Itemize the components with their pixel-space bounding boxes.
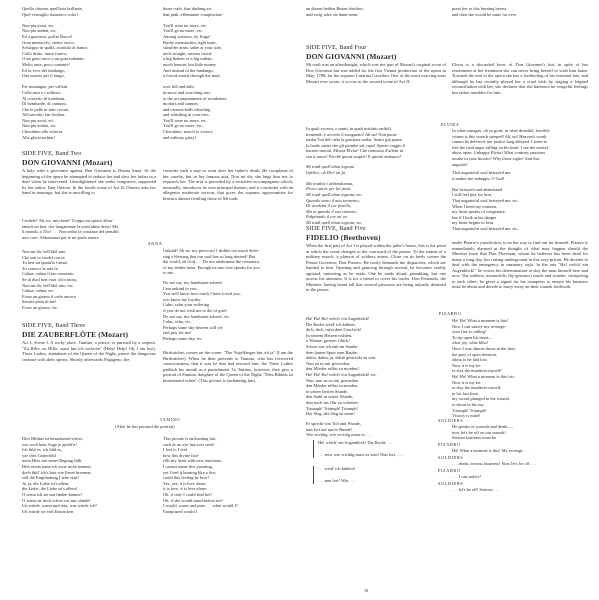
col4-recitative-english bbox=[452, 128, 588, 167]
ensemble-brace bbox=[313, 440, 314, 458]
verse-line: Nun ist es mir geworden, bbox=[306, 360, 351, 366]
verse-line: Er spricht von Tod und Wunde, bbox=[306, 421, 361, 426]
verse-line: Crudele? Ah, no, mio bene! Troppo mi spiace allon- bbox=[22, 218, 114, 223]
verse-line: Mi tradì quell'alma ingrata, etc. bbox=[306, 191, 363, 197]
verse-line: den Stahl in seiner Wunde, bbox=[306, 394, 354, 400]
verse-line: over hill and dale, bbox=[163, 84, 195, 90]
verse-line: ihm noch ins Ohr zu schreien: bbox=[306, 399, 359, 405]
verse-line: Yes, yes, it is love alone, bbox=[163, 480, 207, 486]
verse-line: o Wonne, grosses Glück! bbox=[306, 338, 350, 344]
verse-line: could this feeling be love? bbox=[163, 475, 210, 481]
verse-line: it makes me unhappy, O God! bbox=[452, 175, 505, 181]
verse-line: Non piu andrai, etc. bbox=[22, 123, 57, 129]
verse-line: Quando sento il mio tormento, bbox=[306, 197, 360, 203]
page-number: 10 bbox=[364, 588, 369, 593]
verse-line: a big helmet or a big turban, bbox=[163, 56, 213, 62]
verse-line: and military glory! bbox=[163, 134, 197, 140]
verse-line: He speaks of wounds and death — bbox=[452, 424, 513, 429]
verse-line: Di vendetta il cor favella, bbox=[306, 203, 351, 209]
verse-line: awake in your bosom? Why those sighs? And this bbox=[452, 155, 540, 161]
verse-line: You'll go no more, etc. bbox=[163, 28, 203, 34]
verse-line: Now I can satisfy my revenge; bbox=[452, 323, 506, 329]
band-heading-side-five-four: SIDE FIVE, Band Four bbox=[306, 44, 367, 51]
verse-line: you know my loyalty. bbox=[163, 296, 202, 302]
verse-line: baratro mortal. Misera Elvira! Che contrasto d'affetti in bbox=[306, 148, 404, 154]
verse-line: and whistling in your ears. bbox=[163, 112, 210, 118]
verse-line: You'll wear no more, etc. bbox=[163, 117, 207, 123]
band2-synopsis: A lady with a grievance against Don Giovanni is Donna Anna. At the beginning of the opera he attempted to seduce her and slew her father in a duel when he intervened. Unenlightened she seeks vengeance, supported by her suitor, Don Ottavio. In the fourth scene of Act II, Ottavio asks her hand in marriage, but she is unwilling to bbox=[22, 168, 156, 195]
col4-line-e: Ha! What a moment is this! My revenge . . . bbox=[452, 448, 530, 453]
verse-line: You'll wear no more, etc. bbox=[163, 22, 207, 28]
col3-pizarro-german bbox=[306, 316, 446, 417]
verse-line: il mondo, o Dio! . . . Non sedur la costanza del sensibil bbox=[22, 229, 119, 235]
verse-line: When I heed my torment, bbox=[452, 203, 497, 209]
verse-line: Enraptured would I bbox=[163, 508, 198, 514]
verse-line: tanarti un ben, che lungamente la nostr'alma desia! Ma bbox=[22, 223, 119, 229]
ensemble-line-2: . . . sein, wie wichtig muss es sein! Nun fort, . . . bbox=[318, 452, 403, 457]
col4-aria-english bbox=[452, 170, 588, 232]
verse-line: Alla gloria militar! bbox=[22, 134, 56, 140]
verse-line: Che son io crudel con te, bbox=[22, 254, 66, 260]
verse-line: wie dies Götterbild bbox=[22, 452, 56, 458]
verse-line: den Mörder selbst zu morden! bbox=[306, 366, 359, 372]
verse-line: Schon war ich nah im Staube, bbox=[306, 343, 359, 349]
verse-line: my heart speaks of vengeance, bbox=[452, 209, 506, 215]
col2-aria-english bbox=[163, 280, 293, 342]
verse-line: Serious business must be bbox=[452, 435, 497, 441]
verse-line: Ja, ja, die Liebe ist's allein. bbox=[22, 480, 70, 486]
verse-line: Sentira pieta di me! bbox=[22, 299, 57, 305]
verse-line: Infelice, oh Dio! mi fa. bbox=[306, 169, 346, 175]
verse-line: I am unkind to you. bbox=[163, 285, 198, 291]
verse-line: but if I look at his danger bbox=[452, 214, 497, 220]
fidelio-synopsis-continued: under Pizarro's jurisdiction, is on the way to find out for himself. Pizarro is immediately alarmed at the thought of what may happen should the Minister learn that Don Florestan, whom he believes has been dead for many a long day, lies rotting underground in this very prison. He decides to deal with the emergency in summary style. In the aria "Ha! welch' ein Augenblick!" he voices his determination to slay the man himself here and now. The soldiers, meanwhile, (by gestures) watch and wonder, whispering to each other; he gives a signal for his trumpeter to ensure his business must be about and decide to hurry away on their rounds forthwith. bbox=[452, 240, 588, 289]
band-heading-side-five-two: SIDE FIVE, Band Two bbox=[22, 150, 82, 157]
verse-line: Calma, calma il tuo tormento, bbox=[22, 271, 75, 277]
verse-line: Bushy moustaches, tight tunic, bbox=[163, 39, 218, 45]
verse-line: abyss open. Unhappy Elvira! What contrary passions bbox=[452, 150, 546, 156]
verse-line: to me. bbox=[163, 270, 174, 276]
verse-line: yet I feel it burning like a fire; bbox=[163, 469, 217, 475]
work-title-zauberfloete: DIE ZAUBERFLÖTE (Mozart) bbox=[22, 330, 129, 339]
verse-line: Victory is mine! bbox=[452, 413, 481, 419]
verse-line: In quali eccessi, o numi, in quali misfatti orribili, bbox=[306, 126, 392, 131]
verse-line: my sword plunged in the wound, bbox=[452, 396, 510, 402]
stage-direction-portrait: (After he has perused the portrait) bbox=[115, 424, 175, 429]
speaker-anna: ANNA bbox=[147, 241, 163, 246]
verse-line: feel pity for me! bbox=[163, 330, 192, 336]
verse-line: ring a blessing that our soul has so long desired! But bbox=[163, 253, 256, 259]
verse-line: of my tender heart. Enough its true love speaks for you bbox=[163, 264, 260, 270]
verse-line: Cherubino alla vittoria, bbox=[22, 129, 63, 135]
verse-line: Do not say, my handsome adored, bbox=[163, 280, 223, 285]
verse-line: anguish? bbox=[452, 161, 468, 167]
col4-line-f: . . . about, serious business! Now let's be off . . . bbox=[452, 461, 537, 466]
speaker-soldiers: SOLDIERS bbox=[438, 418, 464, 423]
verse-line: the prey of open derision, bbox=[452, 351, 497, 357]
verse-line: to shout in his ear: bbox=[452, 401, 485, 407]
verse-line: You'll go no more, etc. bbox=[163, 123, 203, 129]
verse-line: mortars and cannon, bbox=[163, 101, 199, 107]
verse-line: Ha! Ha! Ha! welch' ein Augenblick! bbox=[306, 316, 370, 321]
verse-line: Perhaps some day, etc. bbox=[163, 335, 203, 341]
verse-line: Nun, nun ist es mir geworden bbox=[306, 377, 358, 383]
verse-line: crimes is this wretch steeped! Ah, no! Heaven's wrath bbox=[452, 133, 547, 139]
band4-synopsis: Mi tradì was an afterthought, which was not part of Mozart's original score of Don Giovanni but was added for the first Vienna production of the opera in May, 1788, for the soprano Catarina Cavalieri. One of the most exacting arias Mozart ever wrote, it occurs in the second scene of Act II. bbox=[306, 62, 446, 84]
col1-aria-italian bbox=[22, 249, 156, 311]
verse-line: I still feel pity for him. bbox=[452, 192, 492, 198]
col3-top-german-verse bbox=[306, 6, 446, 17]
verse-line: All'orecchio fan fischiar. bbox=[22, 112, 66, 118]
verse-line: and then she would be mine for ever. bbox=[452, 11, 517, 17]
verse-line: about to be laid low. bbox=[452, 357, 488, 363]
band3-synopsis: Act I, Scene I. A rocky place. Tamino, a prince, is pursued by a serpent. "Zu Hilfe, zu Hilfe, sonst bin ich verloren" (Help! Help! Oh, I am lost). Three Ladies, attendants of the Queen of the Night, pierce the dangerous creature with their spears. Shortly afterwards Papageno, the bbox=[22, 340, 156, 362]
verse-line: Among warriors, by Jingo! bbox=[163, 33, 211, 39]
col2-top-english-verse bbox=[163, 6, 293, 140]
verse-line: tremendi, è avvolto il sciagurato! Ah no! Non puote bbox=[306, 131, 397, 137]
verse-line: Ma se guardo il suo cimento, bbox=[306, 208, 358, 214]
verse-line: dich, dich, rufet dein Geschick! bbox=[306, 327, 362, 333]
band3-synopsis-continued: Birdcatcher, comes on the scene: "Der Vogelfänger bin ich ja" (I am the Birdcatcher). When he then pretends to Tamino, who has recovered consciousness, that it was he that had rescued him, the Three Ladies padlock his mouth as a punishment. To Tamino, however, they give a portrait of Pamina, daughter of the Queen of the Night: "Dies Bildnis ist bezaubernd schön" (This picture is enchanting fair). bbox=[163, 350, 293, 383]
verse-line: Molto onor, poco contante! bbox=[22, 61, 70, 67]
verse-line: a forced march through the mud, bbox=[163, 73, 221, 79]
verse-line: Di bombarde, di cannoni, bbox=[22, 101, 67, 107]
verse-line: Provo ancor per lui pietà. bbox=[306, 186, 352, 192]
verse-line: Tu conosci la mia fe. bbox=[22, 265, 59, 271]
verse-line: Forse un giorno, etc. bbox=[22, 304, 59, 310]
verse-line: Che le palle in tutti i tuoni, bbox=[22, 106, 70, 112]
verse-line: Schioppo in spalla, sciabola al fianco, bbox=[22, 45, 89, 51]
verse-line: Triumph! Triumph! bbox=[452, 407, 487, 413]
verse-line: press her to this burning breast, bbox=[452, 6, 508, 11]
band5-synopsis: When the first part of Act I is played within the jailer's house, this is the point at which the scene changes to the courtyard of the prison. To the strains of a military march, a platoon of soldiers enters. Close on its heels comes the Prison Governor, Don Pizarro. He curtly demands the dispatches, which are handed to him. Opening and glancing through several, he becomes visibly agitated, muttering as he reads. One he reads aloud, grumbling, but one arrests his attention. It is for a friend to cover his tracks. Don Fernando, the Minister, having heard tell that several prisoners are being unjustly detained in the prison bbox=[306, 243, 446, 292]
verse-line: Ma tradita e abbandonata, bbox=[306, 180, 354, 186]
verse-line: dem lauten Spott zum Raube, bbox=[306, 349, 358, 355]
verse-line: Tu ben sai quant'io t'amai, bbox=[22, 260, 68, 266]
verse-line: Unkind? Ah no, my precious! I dislike too much defer- bbox=[163, 248, 260, 253]
verse-line: Non piu avrai, etc. bbox=[22, 22, 55, 28]
verse-line: Non mi dir, bell'idol mio, bbox=[22, 249, 67, 254]
col2-tamino-english bbox=[163, 436, 293, 514]
work-title-don-giovanni-2: DON GIOVANNI (Mozart) bbox=[306, 52, 397, 61]
verse-line: sen ti nasce! Perchè questi sospiri? E queste ambasce? bbox=[306, 153, 402, 159]
verse-line: neck straight, serious faced, bbox=[163, 50, 212, 56]
verse-line: Now it is my lot bbox=[452, 379, 481, 385]
verse-line: mein Herz mit neuer Regung füllt. bbox=[22, 458, 83, 464]
col4-pizarro-english bbox=[452, 318, 588, 419]
ensemble-line-1: Ha! welch' ein Augenblick! Die Rache . . . bbox=[318, 440, 393, 445]
verse-line: Ich würde, warm und rein, was würde ich? bbox=[22, 503, 97, 509]
verse-line: in his last hour, bbox=[452, 390, 479, 396]
verse-line: la fatale saetta che gli piombe sul capo! Aperto veggio il bbox=[306, 142, 405, 148]
verse-line: Al concerto di tromboni, bbox=[22, 95, 66, 101]
verse-line: tardar l'ira del cielo la giustizia tardar. Sentir già parmi bbox=[306, 137, 402, 143]
verse-line: Ha! Ha! Ha! welch' ein Augenblick! etc. bbox=[306, 371, 377, 377]
verse-line: und ewig wäre sie dann mein. bbox=[306, 11, 359, 17]
verse-line: Ha! Ha! What a moment is this! bbox=[452, 318, 509, 323]
speaker-soldiers-2: SOLDIERS bbox=[438, 455, 464, 460]
verse-line: Se di duol non vuoi ch'io mora, bbox=[22, 276, 78, 282]
verse-line: the world, oh God . . . Do not undermine the constancy bbox=[163, 259, 260, 265]
verse-line: O wenn sie doch schon vor mir stände! bbox=[22, 497, 91, 503]
col3-recitative-italian bbox=[306, 126, 446, 160]
verse-line: In what outrages, oh ye gods, in what dreadful, horrible bbox=[452, 128, 550, 133]
verse-line: Calma, calma, etc. bbox=[22, 288, 55, 294]
band-heading-side-five-five: SIDE FIVE, Band Five bbox=[306, 225, 366, 232]
verse-line: what joy, what bliss! bbox=[452, 340, 489, 346]
col3-aria-italian bbox=[306, 164, 446, 226]
verse-line: Mi tradì quell'alma ingrata bbox=[306, 164, 355, 169]
verse-line: Calm, calm your suffering bbox=[163, 302, 210, 308]
verse-line: much honour, but little money. bbox=[163, 61, 217, 67]
verse-line: how this divine face bbox=[163, 452, 199, 458]
verse-line: Non mi dir, bell'idol mio, etc. bbox=[22, 282, 74, 288]
verse-line: Dies etwas kann ich zwar nicht nennen, bbox=[22, 463, 92, 469]
verse-line: Do not say, my handsome adored, etc. bbox=[163, 313, 230, 319]
verse-line: fills my heart with new emotions. bbox=[163, 458, 223, 464]
verse-line: feel the fatal anger falling on his head. I see the mortal bbox=[452, 144, 548, 150]
verse-line: O un gran casco o un gran turbante, bbox=[22, 56, 85, 62]
verse-line: Mi tradì quell'alma ingrata, etc. bbox=[306, 219, 363, 225]
verse-line: Quella chioma, quell'aria brillante, bbox=[22, 6, 83, 11]
verse-line: now let's be off on our rounds! bbox=[452, 429, 506, 435]
verse-line: an diesen heißen Busen drücken, bbox=[306, 6, 364, 11]
verse-line: cannot be deferred, nor justice long delayed. I seem to bbox=[452, 139, 548, 145]
col1-recitative-italian bbox=[22, 218, 156, 240]
verse-line: Triumph! Triumph! Triumph! bbox=[306, 405, 359, 411]
col4-soldiers-english bbox=[452, 424, 588, 441]
verse-line: Now it is my lot bbox=[452, 362, 481, 368]
verse-line: Collo dritto, muso franco, bbox=[22, 50, 68, 56]
verse-line: Wie wichtig, wie wichtig muss es . . . bbox=[306, 432, 372, 438]
verse-line: soll die Empfindung Liebe sein? bbox=[22, 475, 80, 481]
col2-recitative-english bbox=[163, 248, 293, 276]
verse-line: that pink, effeminate complexion! bbox=[163, 11, 223, 17]
verse-line: To rip open his heart— bbox=[452, 334, 493, 340]
verse-line: shoulder arms, sabre at your side, bbox=[163, 45, 222, 51]
verse-line: And instead of the fandango, bbox=[163, 67, 214, 73]
verse-line: nun fort auf uns're Runde! bbox=[306, 426, 353, 432]
verse-line: to slay the murderer myself, bbox=[452, 385, 502, 391]
verse-line: den Mörder selbst zu morden, bbox=[306, 383, 359, 389]
col3-soldiers-german bbox=[306, 421, 446, 438]
verse-line: Ich würde sie voll Entzücken bbox=[22, 508, 74, 514]
verse-line: Ed a guerrieri, poffar Bacco! bbox=[22, 33, 73, 39]
col4-top-english-verse bbox=[452, 6, 588, 17]
verse-line: to slay the murderer myself! bbox=[452, 368, 502, 374]
verse-line: In seinem Herzen wühlen, bbox=[306, 332, 353, 338]
verse-line: Perhaps some day heaven will yet bbox=[163, 324, 223, 330]
elvira-synopsis: Elvira is a discarded lover of Don Giovanni's but, in spite of her resentment at her treatment she can never bring herself to wish him harm. Towards the end of the opera she has a foreboding of his eventual fate, and although he has recently played her a cruel trick by staging a feigned reconciliation with her, she declares that she harbours no vengeful feelings but rather trembles for him. bbox=[452, 62, 588, 95]
ensemble-line-3: . . . werd' ich kühlen! bbox=[318, 466, 356, 471]
verse-line: Der Sieg, der Sieg ist mein! bbox=[306, 411, 355, 417]
col4-line-h: . . . let's be off! Serious . . . bbox=[452, 487, 500, 492]
verse-line: to the accompaniment of trombones, bbox=[163, 95, 228, 101]
verse-line: Calm, calm, etc. bbox=[163, 319, 192, 325]
verse-line: I would, warm and pure . . . what would I? bbox=[163, 503, 238, 509]
verse-line: wie noch kein Auge je geseh'n! bbox=[22, 441, 77, 447]
band2-synopsis-continued: consider such a step so soon after her father's death. He complains of her cruelty, but in her famous aria, Non mi dir, she begs him not to reproach her. The aria is preceded by a recitative accompagnato which, unusually, introduces its own principal themes, and it concludes with an allegretto moderato section, that gives the soprano opportunities for bravura almost rivalling those of Mi tradi. bbox=[163, 168, 293, 201]
verse-line: Forse un giorno il cielo ancora bbox=[22, 293, 76, 299]
verse-line: mio core. Abbastanza per te mi parla amore. bbox=[22, 234, 100, 240]
verse-line: This picture is enchanting fair, bbox=[163, 436, 217, 441]
verse-line: Ich fühl es, ich fühl es, bbox=[22, 447, 63, 453]
verse-line: Dies Bildnis ist bezaubernd schön, bbox=[22, 436, 83, 441]
verse-line: Die Rache werd' ich kühlen, bbox=[306, 321, 356, 327]
verse-line: such as no eye has ever seen! bbox=[163, 441, 215, 447]
col4-line-g: . . . I can satisfy! bbox=[452, 474, 482, 479]
verse-line: Non piu avrai, etc. bbox=[22, 117, 55, 123]
verse-line: Once I was almost down in the dust, bbox=[452, 345, 516, 351]
verse-line: die Liebe, die Liebe ist's allein! bbox=[22, 486, 78, 492]
verse-line: O wenn ich sie nur finden könnte! bbox=[22, 491, 82, 497]
verse-line: Palpitando il cor mi va. bbox=[306, 214, 348, 220]
verse-line: That ungrateful soul betrayed me, etc. bbox=[452, 197, 519, 203]
verse-line: Una marcia per il fango, bbox=[22, 73, 65, 79]
col1-tamino-german bbox=[22, 436, 156, 514]
band-heading-side-five-three: SIDE FIVE, Band Three bbox=[22, 322, 86, 329]
verse-line: dahin, dahin, ja, dahin gestreckt zu sein. bbox=[306, 355, 377, 361]
ensemble-brace-2 bbox=[313, 466, 314, 484]
speaker-pizarro-2: PIZARRO bbox=[438, 442, 461, 447]
speaker-tamino: TAMINO bbox=[159, 417, 181, 422]
verse-line: Colle nevi e i sollioni, bbox=[22, 89, 61, 95]
verse-line: and cannon-balls whistling bbox=[163, 106, 211, 112]
verse-line: You well know how much I have loved you, bbox=[163, 291, 241, 297]
verse-line: your fate is calling! bbox=[452, 329, 487, 335]
verse-line: those curls, that dashing air, bbox=[163, 6, 213, 11]
work-title-fidelio: FIDELIO (Beethoven) bbox=[306, 233, 381, 242]
verse-line: I feel it, I feel bbox=[163, 447, 188, 453]
verse-line: it is love, it is love alone. bbox=[163, 486, 208, 492]
verse-line: in seiner letzten Stunde, bbox=[306, 388, 349, 394]
col1-top-italian-verse bbox=[22, 6, 152, 140]
speaker-soldiers-3: SOLDIERS bbox=[438, 481, 464, 486]
verse-line: Gran mustacchi, stretto sacco, bbox=[22, 39, 75, 45]
verse-line: my heart begins to beat. bbox=[452, 220, 495, 226]
verse-line: in snow and scorching sun, bbox=[163, 89, 211, 95]
speaker-pizarro-3: PIZARRO bbox=[438, 468, 461, 473]
verse-line: But betrayed and abandoned bbox=[452, 186, 503, 192]
ensemble-line-4: . . . nun fort! Wie . . . bbox=[318, 478, 355, 483]
verse-line: Quel vermiglio donnesco color! bbox=[22, 11, 78, 17]
verse-line: That ungrateful soul betrayed me, bbox=[452, 170, 512, 175]
work-title-don-giovanni: DON GIOVANNI (Mozart) bbox=[22, 158, 113, 167]
verse-line: I cannot name this yearning, bbox=[163, 463, 213, 469]
verse-line: Non piu andrai, etc. bbox=[22, 28, 57, 34]
verse-line: Oh, if she would stand before me! bbox=[163, 497, 223, 503]
speaker-elvira: ELVIRA bbox=[440, 122, 460, 127]
verse-line: doch fühl' ich's hier wie Feuer brennen; bbox=[22, 469, 92, 475]
verse-line: That ungrateful soul betrayed me, etc. bbox=[452, 225, 519, 231]
verse-line: if you do not wish me to die of grief. bbox=[163, 307, 228, 313]
verse-line: Cherubino, march to victory bbox=[163, 129, 213, 135]
verse-line: Ed in vece del fandango, bbox=[22, 67, 66, 73]
speaker-pizarro: PIZARRO bbox=[438, 311, 462, 316]
verse-line: Ha! Ha! What a moment is this! etc. bbox=[452, 373, 516, 379]
verse-line: Per montagne, per valloni, bbox=[22, 84, 69, 90]
verse-line: Oh, if only I could find her! bbox=[163, 491, 212, 497]
